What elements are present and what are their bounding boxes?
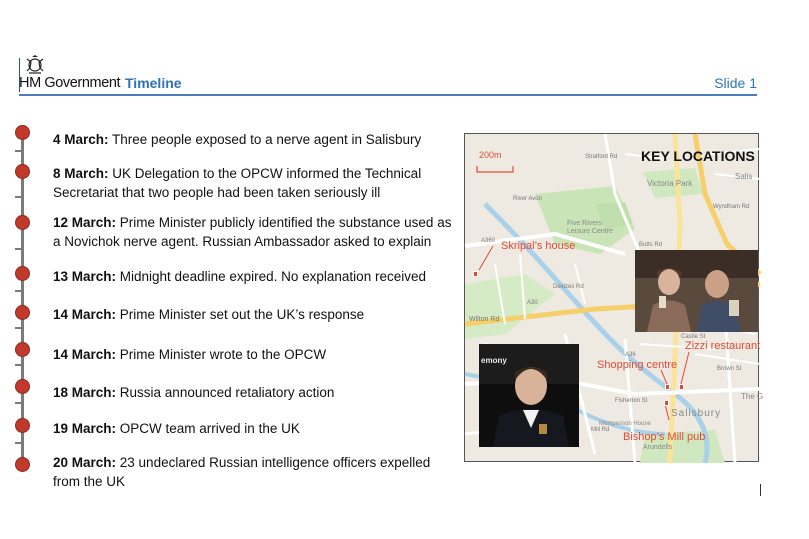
- timeline-tick: [15, 196, 21, 198]
- timeline-event: [53, 419, 458, 438]
- map-heading: KEY LOCATIONS: [641, 148, 755, 164]
- place-label: Mompesson House: [599, 421, 651, 427]
- event-date: 19 March:: [53, 421, 117, 436]
- timeline-dot: [15, 266, 30, 281]
- place-label: The G: [741, 392, 764, 401]
- event-text: OPCW team arrived in the UK: [116, 421, 300, 436]
- timeline-event: [53, 305, 458, 324]
- skripal-house-marker: [473, 271, 478, 277]
- zizzi-label: Zizzi restaurant: [685, 340, 761, 352]
- skripal-house-label: Skripal’s house: [501, 240, 576, 252]
- royal-coat-of-arms-icon: [24, 54, 46, 76]
- event-date: 12 March:: [53, 215, 117, 230]
- place-label: Salis: [735, 172, 753, 181]
- place-label: Salisbury: [671, 408, 722, 419]
- event-date: 4 March:: [53, 132, 109, 147]
- timeline-event: [53, 345, 458, 364]
- event-date: 14 March:: [53, 307, 117, 322]
- event-text: Midnight deadline expired. No explanation received: [116, 269, 426, 284]
- street-label: River Avon: [513, 196, 542, 202]
- timeline-event: [53, 383, 458, 402]
- page-title: Timeline: [125, 75, 182, 91]
- street-label: Castle St: [681, 334, 706, 340]
- timeline-tick: [15, 442, 21, 444]
- event-date: 18 March:: [53, 385, 117, 400]
- street-label: Wilton Rd: [469, 316, 500, 323]
- timeline-event: [53, 130, 458, 149]
- timeline-dot: [15, 215, 30, 230]
- street-label: A30: [527, 300, 538, 306]
- photo-caption-text: emony: [481, 356, 507, 365]
- timeline-tick: [15, 290, 21, 292]
- event-date: 20 March:: [53, 455, 117, 470]
- event-date: 8 March:: [53, 166, 109, 181]
- shopping-centre-label: Shopping centre: [597, 359, 678, 371]
- map-scale-label: 200m: [479, 150, 502, 160]
- event-date: 14 March:: [53, 347, 117, 362]
- timeline-dot: [15, 305, 30, 320]
- timeline-tick: [15, 364, 21, 366]
- street-label: Mill Rd: [591, 427, 610, 433]
- bishops-mill-label: Bishop’s Mill pub: [623, 431, 706, 443]
- event-text: Prime Minister wrote to the OPCW: [116, 347, 327, 362]
- timeline-event: [53, 453, 458, 491]
- event-text: 23 undeclared Russian intelligence officers expelled from the UK: [53, 455, 431, 489]
- key-locations-map: [464, 133, 764, 462]
- shopping-centre-marker: [665, 384, 670, 390]
- header-divider: [19, 94, 757, 96]
- org-name: HM Government: [19, 75, 121, 91]
- timeline-dot: [15, 379, 30, 394]
- timeline-tick: [15, 150, 21, 152]
- event-text: Russia announced retaliatory action: [116, 385, 335, 400]
- skripal-couple-photo: [635, 250, 758, 332]
- event-text: Prime Minister publicly identified the substance used as a Novichok nerve agent. Russian Ambassador asked to explain: [53, 215, 452, 249]
- event-date: 13 March:: [53, 269, 117, 284]
- timeline-dot: [15, 164, 30, 179]
- timeline-dot: [15, 125, 30, 140]
- officer-photo: [479, 344, 579, 447]
- timeline-dot: [15, 457, 30, 472]
- place-label: Victoria Park: [647, 179, 693, 188]
- event-text: Three people exposed to a nerve agent in Salisbury: [108, 132, 422, 147]
- street-label: Devizes Rd: [553, 284, 584, 290]
- text-cursor: [760, 484, 761, 496]
- timeline-dot: [15, 418, 30, 433]
- timeline-tick: [15, 402, 21, 404]
- street-label: Brown St: [717, 366, 742, 372]
- timeline-event: [53, 267, 458, 286]
- zizzi-marker: [679, 384, 684, 390]
- event-text: Prime Minister set out the UK’s response: [116, 307, 365, 322]
- street-label: A36: [625, 352, 636, 358]
- street-label: Stratford Rd: [585, 154, 618, 160]
- timeline-tick: [15, 327, 21, 329]
- timeline-event: [53, 164, 458, 202]
- slide-number: Slide 1: [714, 75, 757, 91]
- place-label: Five Rivers Leisure Centre: [567, 220, 613, 235]
- event-text: UK Delegation to the OPCW informed the Technical Secretariat that two people had been taken seriously ill: [53, 166, 422, 200]
- bishops-mill-marker: [664, 400, 669, 406]
- street-label: Wyndham Rd: [713, 204, 750, 210]
- street-label: Butts Rd: [639, 242, 663, 248]
- street-label: A360: [481, 238, 496, 244]
- timeline-dot: [15, 342, 30, 357]
- street-label: Fisherton St: [615, 398, 648, 404]
- timeline-tick: [15, 248, 21, 250]
- timeline-event: [53, 213, 458, 251]
- place-label: Arundells: [643, 444, 673, 451]
